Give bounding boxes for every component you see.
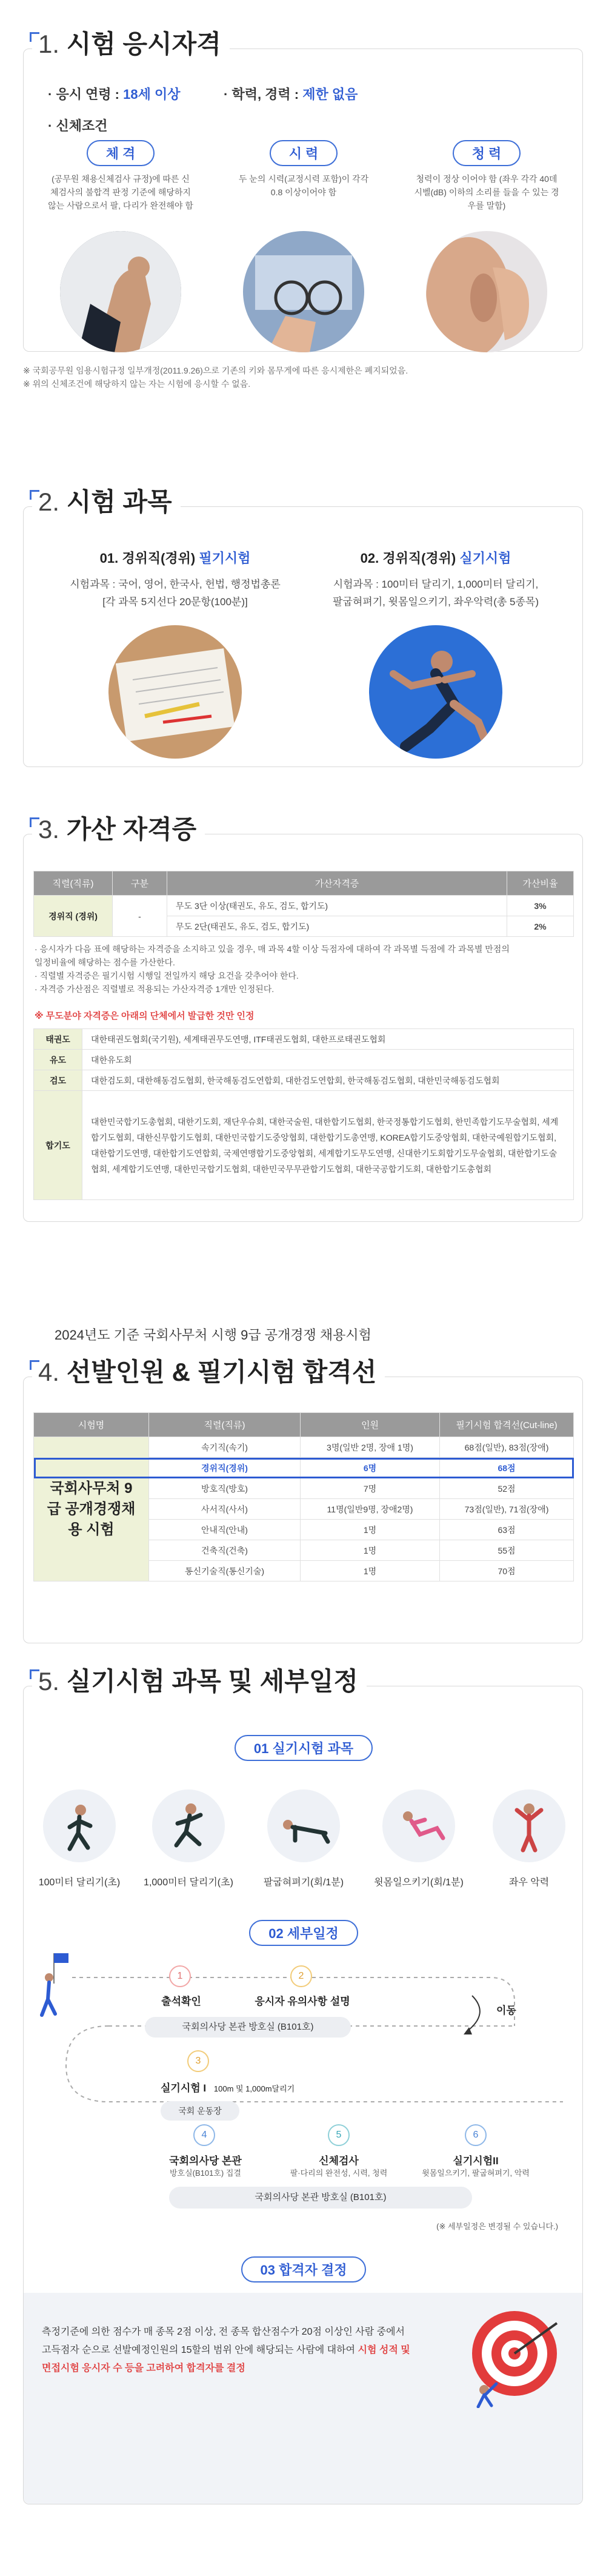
section-eligibility — [23, 30, 583, 352]
card-title: 청 력 — [453, 140, 521, 166]
situp-icon — [382, 1789, 455, 1862]
section-practical-schedule — [23, 1667, 583, 2504]
sprint-icon — [43, 1789, 116, 1862]
card-desc: 청력이 정상 이어야 함 (좌우 각각 40데시벨(dB) 이하의 소리를 들을 수 있는 경우를 말함) — [414, 174, 559, 210]
card-hearing — [408, 140, 565, 212]
section-title: 5. 실기시험 과목 및 세부일정 — [32, 1663, 367, 1700]
section-selection — [23, 1358, 583, 1643]
table-row-highlight: 경위직(경위) 6명 68점 — [34, 1458, 574, 1478]
event-label: 윗몸일으키기(회/1분) — [374, 1877, 464, 1888]
selection-caption: 2024년도 기준 국회사무처 시행 9급 공개경쟁 채용시험 — [55, 1327, 371, 1343]
step-title: 신체검사 — [319, 2155, 359, 2167]
event-label: 팔굽혀펴기(회/1분) — [263, 1877, 344, 1888]
martial-arts-notice: ※ 무도분야 자격증은 아래의 단체에서 발급한 것만 인정 — [35, 1011, 255, 1021]
step-badge: 5 — [328, 2124, 350, 2146]
table-row: 통신기술직(통신기술) 1명 70점 — [34, 1561, 574, 1581]
table-row: 경위직 (경위) - 무도 3단 이상(태권도, 유도, 검도, 합기도) 3% — [34, 896, 574, 916]
arm-icon — [60, 231, 181, 352]
card-eyesight — [225, 140, 382, 199]
event-label: 100미터 달리기(초) — [38, 1877, 121, 1888]
step-title: 실기시험II — [453, 2155, 499, 2167]
header-rate: 가산비율 — [507, 871, 574, 896]
schedule-note: (※ 세부일정은 변경될 수 있습니다.) — [436, 2222, 558, 2231]
written-exam — [48, 548, 302, 608]
header-certificate: 가산자격증 — [167, 871, 507, 896]
step-badge: 1 — [169, 1965, 191, 1987]
hearing-photo — [426, 231, 547, 352]
step-badge: 3 — [187, 2050, 209, 2072]
card-desc: 두 눈의 시력(교정시력 포함)이 각각 0.8 이상이어야 함 — [238, 174, 369, 197]
header-job: 직렬(직류) — [34, 871, 113, 896]
table-row: 합기도 대한민국합기도총협회, 대한기도회, 재단우슈회, 대한국술원, 대한합기도협회, 한국정통합기도협회, 한민족합기도무술협회, 세계합기도협회, 대한신무합기도협회, 대한민국합기도중앙협회, 대한합기도총연맹, KOREA합기도중앙협회, 대한국예원합기도협회, 대한합기도연맹, 대한합기도연합회, 국제연맹합기도중앙협회, 세계합기도무도연맹, 신대한기도회합기도무술협회, 대한합기도술협회, 세계합기도연맹, 대한민국합기도협회, 대한민국무무관합기도협회, 대한국공합기도회, 대한합기도총협회 — [34, 1091, 574, 1200]
practical-exam-subjects-2: 팔굽혀펴기, 윗몸일으키기, 좌우악력(총 5종목) — [333, 596, 539, 608]
location-box: 국회의사당 본관 방호실 (B101호) — [145, 2017, 351, 2038]
target-icon — [460, 2299, 569, 2411]
table-row: 검도 대한검도회, 대한해동검도협회, 한국해동검도연합회, 대한검도연합회, 한국해동검도협회, 대한민국해동검도협회 — [34, 1070, 574, 1091]
table-row: 국회사무처 9급 공개경쟁채용 시험 속기직(속기) 3명(일반 2명, 장애 1명) 68점(일반), 83점(장애) — [34, 1437, 574, 1458]
header-cutline: 필기시험 합격선(Cut-line) — [440, 1413, 574, 1437]
card-physique — [42, 140, 199, 212]
practical-exam-title: 02. 경위직(경위) 실기시험 — [360, 551, 511, 566]
pencil-paper-icon — [108, 625, 242, 759]
section-title: 1. 시험 응시자격 — [32, 26, 230, 62]
step-badge: 2 — [290, 1965, 312, 1987]
table-row: 건축직(건축) 1명 55점 — [34, 1540, 574, 1561]
step-sub: 팔·다리의 완전성, 시력, 청력 — [290, 2168, 388, 2178]
section-title: 4. 선발인원 & 필기시험 합격선 — [32, 1354, 385, 1390]
step-badge: 6 — [465, 2124, 487, 2146]
practical-exam-photo — [369, 625, 502, 759]
header-job: 직렬(직류) — [149, 1413, 301, 1437]
table-row: 유도 대한유도회 — [34, 1050, 574, 1070]
practical-exam — [308, 548, 563, 608]
subheading-schedule: 02 세부일정 — [24, 1920, 584, 1946]
subheading-result: 03 합격자 결정 — [24, 2256, 584, 2283]
eligibility-note-1: ※ 국회공무원 임용시험규정 일부개정(2011.9.26)으로 기존의 키와 몸무게에 따른 응시제한은 폐지되었음. — [23, 366, 408, 375]
written-exam-title: 01. 경위직(경위) 필기시험 — [99, 551, 251, 566]
event-label: 1,000미터 달리기(초) — [144, 1877, 233, 1888]
eligibility-note-2: ※ 위의 신체조건에 해당하지 않는 자는 시험에 응시할 수 없음. — [23, 379, 251, 389]
header-count: 인원 — [301, 1413, 440, 1437]
written-exam-format: [각 과목 5지선다 20문항(100분)] — [102, 596, 248, 608]
long-run-icon — [152, 1789, 225, 1862]
pushup-icon — [267, 1789, 340, 1862]
table-row: 태권도 대한태권도협회(국기원), 세계태권무도연맹, ITF태권도협회, 대한프로태권도협회 — [34, 1029, 574, 1050]
body-requirement-label: · 신체조건 — [48, 118, 108, 133]
step-sub: 윗몸일으키기, 팔굽혀펴기, 악력 — [422, 2168, 530, 2178]
header-exam: 시험명 — [34, 1413, 149, 1437]
martial-arts-table — [33, 1028, 574, 1200]
written-exam-subjects: 시험과목 : 국어, 영어, 한국사, 헌법, 행정법총론 — [70, 579, 281, 590]
result-text: 측정기준에 의한 점수가 매 종목 2점 이상, 전 종목 합산점수가 20점 이상인 사람 중에서 고득점자 순으로 선발예정인원의 15할의 범위 안에 해당되는 사람에 대하여 시험 성적 및 면접시험 응시자 수 등을 고려하여 합격자를 결정 — [42, 2327, 410, 2373]
ear-icon — [426, 231, 547, 352]
location-box: 국회의사당 본관 방호실 (B101호) — [169, 2187, 472, 2209]
bonus-table — [33, 871, 574, 937]
glasses-icon — [243, 231, 364, 352]
location-box: 국회 운동장 — [161, 2101, 239, 2121]
header-division: 구분 — [113, 871, 167, 896]
age-requirement: · 응시 연령 : 18세 이상 — [48, 87, 181, 102]
table-row: 무도 2단(태권도, 유도, 검도, 합기도) 2% — [34, 916, 574, 937]
card-title: 체 격 — [87, 140, 155, 166]
subheading-subjects: 01 실기시험 과목 — [24, 1735, 584, 1761]
card-desc: (공무원 채용신체검사 규정)에 따른 신체검사의 불합격 판정 기준에 해당하지 않는 사람으로서 팔, 다리가 완전해야 함 — [48, 174, 193, 210]
section-title: 3. 가산 자격증 — [32, 811, 205, 848]
grip-icon — [493, 1789, 565, 1862]
step-title: 응시자 유의사항 설명 — [255, 1996, 350, 2007]
physique-photo — [60, 231, 181, 352]
step-title: 실기시험 I 100m 및 1,000m달리기 — [161, 2082, 295, 2094]
education-requirement: · 학력, 경력 : 제한 없음 — [224, 87, 358, 102]
event-label: 좌우 악력 — [508, 1877, 550, 1888]
table-row: 안내직(안내) 1명 63점 — [34, 1520, 574, 1540]
step-title: 국회의사당 본관 — [169, 2155, 242, 2167]
step-badge: 4 — [193, 2124, 215, 2146]
table-row: 사서직(사서) 11명(일반9명, 장애2명) 73점(일반), 71점(장애) — [34, 1499, 574, 1520]
step-sub: 방호실(B101호) 집결 — [170, 2168, 241, 2178]
written-exam-photo — [108, 625, 242, 759]
flag-runner-icon — [36, 1947, 72, 2023]
card-title: 시 력 — [270, 140, 338, 166]
table-row: 방호직(방호) 7명 52점 — [34, 1478, 574, 1499]
move-label: 이동 — [496, 2005, 516, 2016]
step-title: 출석확인 — [161, 1996, 201, 2007]
eyesight-photo — [243, 231, 364, 352]
section-subjects — [23, 488, 583, 767]
bonus-notes: · 응시자가 다음 표에 해당하는 자격증을 소지하고 있을 경우, 매 과목 4할 이상 득점자에 대하여 각 과목별 득점에 각 과목별 만점의 일정비율에 해당하는 점수를 가산한다. · 직렬별 자격증은 필기시험 시행일 전일까지 해당 요건을 갖추어야 한다. · 자격증 가산점은 직렬별로 적용되는 가산자격증 1개만 인정된다. — [35, 944, 510, 994]
practical-exam-subjects: 시험과목 : 100미터 달리기, 1,000미터 달리기, — [333, 579, 539, 590]
section-title: 2. 시험 과목 — [32, 484, 181, 520]
selection-table — [33, 1412, 574, 1581]
runner-icon — [369, 625, 502, 759]
section-bonus-certificates — [23, 815, 583, 1222]
